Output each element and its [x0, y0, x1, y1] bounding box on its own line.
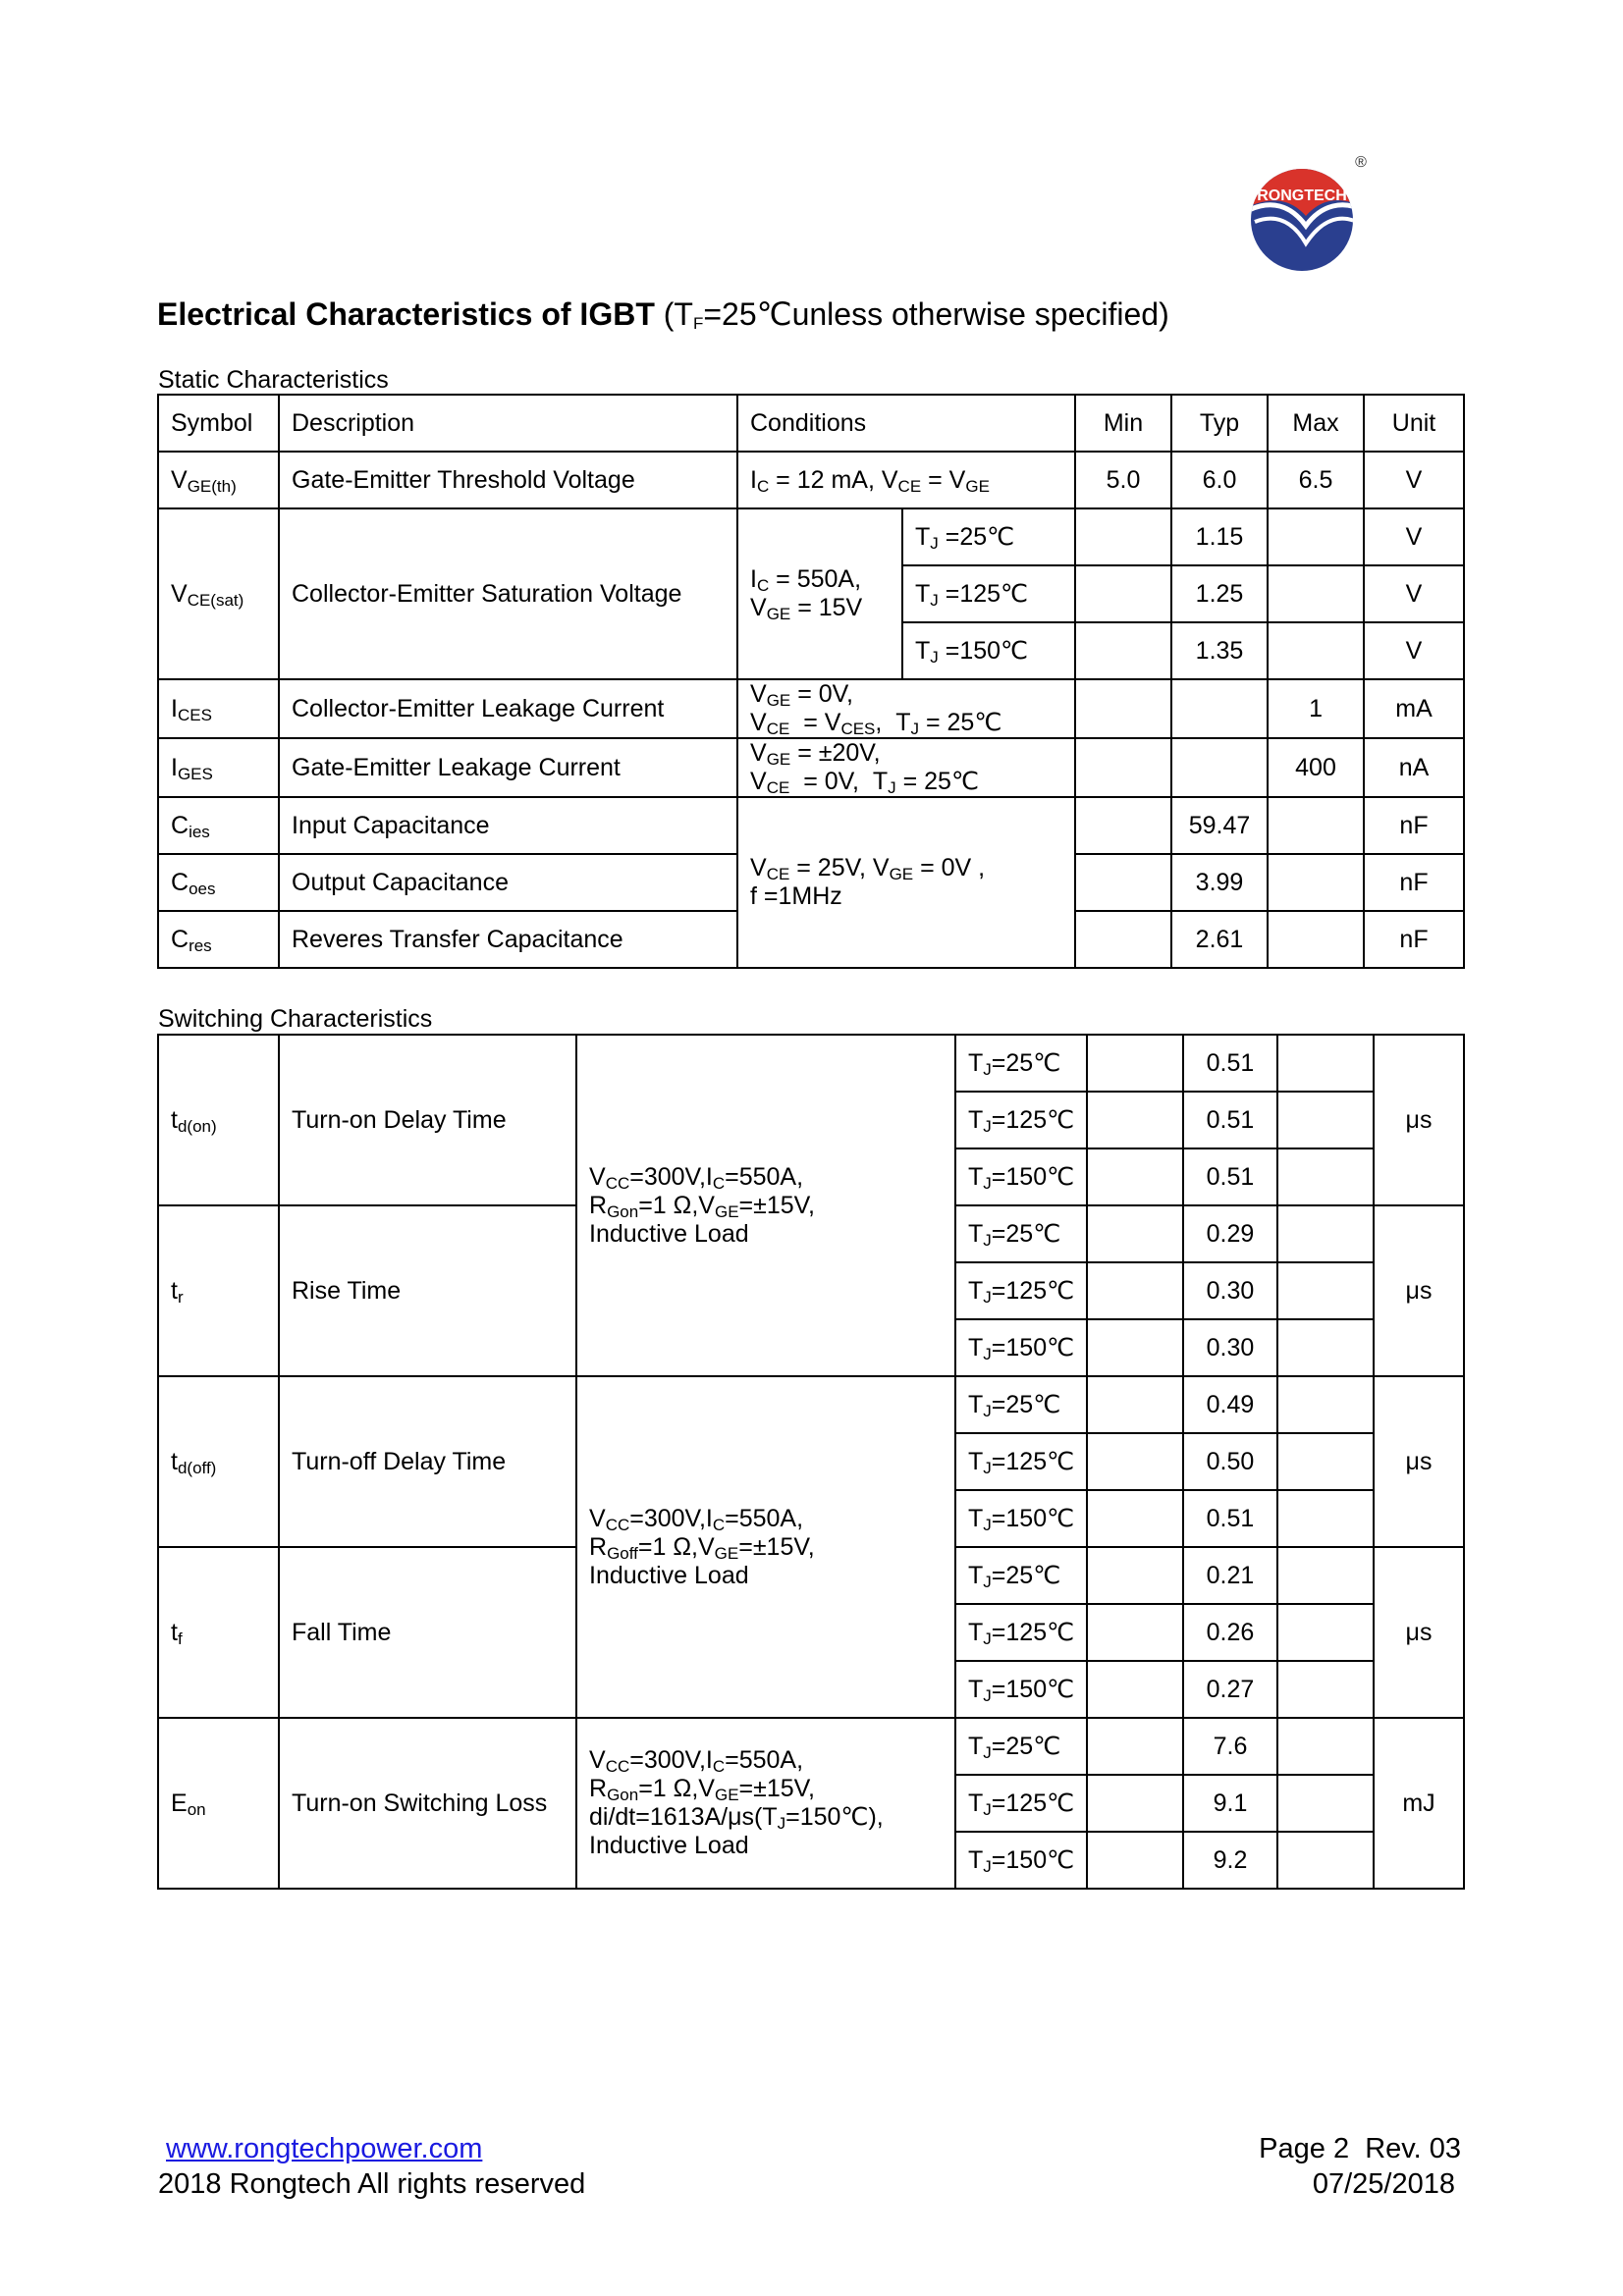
- typ-value: 0.26: [1183, 1604, 1277, 1661]
- min-value: [1075, 854, 1171, 911]
- typ-value: 0.50: [1183, 1433, 1277, 1490]
- max-value: [1277, 1661, 1374, 1718]
- tj-condition: $T_J=125℃$: [955, 1262, 1087, 1319]
- description: Collector-Emitter Leakage Current: [279, 679, 737, 738]
- description: Rise Time: [279, 1205, 576, 1376]
- min-value: [1075, 622, 1171, 679]
- typ-value: 0.51: [1183, 1148, 1277, 1205]
- unit: V: [1364, 452, 1464, 508]
- max-value: [1268, 797, 1364, 854]
- unit: mJ: [1374, 1718, 1464, 1889]
- tj-condition: $T_J=150℃$: [955, 1148, 1087, 1205]
- max-value: [1277, 1092, 1374, 1148]
- typ-value: 0.51: [1183, 1035, 1277, 1092]
- typ-value: 3.99: [1171, 854, 1268, 911]
- tj-condition: $T_J=125℃$: [955, 1604, 1087, 1661]
- max-value: [1268, 911, 1364, 968]
- min-value: [1087, 1547, 1183, 1604]
- typ-value: 2.61: [1171, 911, 1268, 968]
- switching-characteristics-table: [157, 1034, 1465, 1890]
- typ-value: 0.30: [1183, 1262, 1277, 1319]
- unit: μs: [1374, 1547, 1464, 1718]
- description: Output Capacitance: [279, 854, 737, 911]
- table-row: [158, 738, 1464, 797]
- min-value: [1087, 1718, 1183, 1775]
- min-value: [1075, 738, 1171, 797]
- typ-value: [1171, 679, 1268, 738]
- tj-condition: $T_J=25℃$: [955, 1718, 1087, 1775]
- symbol-ices: $I_{CES}$: [158, 679, 279, 738]
- max-value: [1277, 1775, 1374, 1832]
- typ-value: 0.27: [1183, 1661, 1277, 1718]
- min-value: [1087, 1035, 1183, 1092]
- header-unit: Unit: [1364, 395, 1464, 452]
- registered-mark: ®: [1355, 154, 1367, 171]
- max-value: [1277, 1148, 1374, 1205]
- typ-value: 1.25: [1171, 565, 1268, 622]
- max-value: [1277, 1832, 1374, 1889]
- description: Turn-off Delay Time: [279, 1376, 576, 1547]
- min-value: [1087, 1661, 1183, 1718]
- rongtech-logo: [1245, 149, 1371, 273]
- max-value: [1277, 1547, 1374, 1604]
- typ-value: [1171, 738, 1268, 797]
- max-value: 6.5: [1268, 452, 1364, 508]
- unit: nF: [1364, 797, 1464, 854]
- tj-condition: $T_J=150℃$: [955, 1832, 1087, 1889]
- max-value: [1277, 1604, 1374, 1661]
- min-value: [1087, 1262, 1183, 1319]
- footer-page: Page 2 Rev. 03: [1259, 2133, 1461, 2164]
- typ-value: 1.15: [1171, 508, 1268, 565]
- static-section-label: Static Characteristics: [158, 366, 389, 394]
- max-value: [1277, 1376, 1374, 1433]
- tj-condition: $T_J=25℃$: [955, 1035, 1087, 1092]
- symbol-tf: $t_f$: [158, 1547, 279, 1718]
- symbol-tr: $t_r$: [158, 1205, 279, 1376]
- min-value: [1087, 1376, 1183, 1433]
- max-value: [1268, 622, 1364, 679]
- header-max: Max: [1268, 395, 1364, 452]
- tj-condition: $T_J=25℃$: [955, 1205, 1087, 1262]
- unit: V: [1364, 508, 1464, 565]
- table-row: [158, 797, 1464, 854]
- typ-value: 0.30: [1183, 1319, 1277, 1376]
- symbol-eon: $E_{on}$: [158, 1718, 279, 1889]
- min-value: [1087, 1832, 1183, 1889]
- unit: V: [1364, 622, 1464, 679]
- tj-condition: $T_J=150℃$: [955, 1661, 1087, 1718]
- tj-condition: $T_J$ =25℃: [902, 508, 1075, 565]
- max-value: [1277, 1262, 1374, 1319]
- description: Turn-on Switching Loss: [279, 1718, 576, 1889]
- max-value: [1268, 854, 1364, 911]
- table-row: [158, 679, 1464, 738]
- typ-value: 0.29: [1183, 1205, 1277, 1262]
- min-value: [1075, 911, 1171, 968]
- tj-condition: $T_J$ =150℃: [902, 622, 1075, 679]
- min-value: [1087, 1148, 1183, 1205]
- header-min: Min: [1075, 395, 1171, 452]
- table-row: [158, 1035, 1464, 1092]
- symbol-coes: $C_{oes}$: [158, 854, 279, 911]
- typ-value: 0.21: [1183, 1547, 1277, 1604]
- conditions-turn-off: $V_{CC}=300V,I_C=550A$, $R_{Goff}=1$ $\Omega,V_{GE}=\pm 15V$, Inductive Load: [576, 1376, 955, 1718]
- conditions: $V_{CE} = 25V$, $V_{GE} = 0V$ , f =1MHz: [737, 797, 1075, 968]
- table-row: [158, 452, 1464, 508]
- max-value: 1: [1268, 679, 1364, 738]
- min-value: [1087, 1092, 1183, 1148]
- max-value: [1277, 1490, 1374, 1547]
- tj-condition: $T_J=150℃$: [955, 1319, 1087, 1376]
- min-value: [1075, 797, 1171, 854]
- conditions: $I_C = 12$ mA, $V_{CE} = V_{GE}$: [737, 452, 1075, 508]
- unit: nA: [1364, 738, 1464, 797]
- unit: μs: [1374, 1035, 1464, 1205]
- unit: μs: [1374, 1205, 1464, 1376]
- symbol-td-off: $t_{d(off)}$: [158, 1376, 279, 1547]
- typ-value: 7.6: [1183, 1718, 1277, 1775]
- symbol-iges: $I_{GES}$: [158, 738, 279, 797]
- tj-condition: $T_J=150℃$: [955, 1490, 1087, 1547]
- website-link[interactable]: www.rongtechpower.com: [166, 2133, 483, 2164]
- description: Collector-Emitter Saturation Voltage: [279, 508, 737, 679]
- tj-condition: $T_J=125℃$: [955, 1775, 1087, 1832]
- conditions-eon: $V_{CC}=300V,I_C=550A$, $R_{Gon}=1$ $\Omega,V_{GE}=\pm 15V$, $di/dt=1613A/\mu s(T_J=150℃)$, Inductive Load: [576, 1718, 955, 1889]
- unit: V: [1364, 565, 1464, 622]
- header-conditions: Conditions: [737, 395, 1075, 452]
- title-bold: Electrical Characteristics of IGBT: [157, 296, 655, 332]
- symbol-vce-sat: $V_{CE(sat)}$: [158, 508, 279, 679]
- logo-text: RONGTECH: [1257, 187, 1347, 204]
- min-value: [1075, 565, 1171, 622]
- max-value: [1277, 1205, 1374, 1262]
- symbol-vge-th: $V_{GE(th)}$: [158, 452, 279, 508]
- min-value: [1087, 1490, 1183, 1547]
- typ-value: 6.0: [1171, 452, 1268, 508]
- min-value: [1075, 679, 1171, 738]
- description: Gate-Emitter Leakage Current: [279, 738, 737, 797]
- typ-value: 59.47: [1171, 797, 1268, 854]
- table-header-row: [158, 395, 1464, 452]
- symbol-cies: $C_{ies}$: [158, 797, 279, 854]
- unit: nF: [1364, 911, 1464, 968]
- description: Input Capacitance: [279, 797, 737, 854]
- min-value: [1075, 508, 1171, 565]
- switching-section-label: Switching Characteristics: [158, 1005, 433, 1033]
- max-value: [1277, 1319, 1374, 1376]
- min-value: 5.0: [1075, 452, 1171, 508]
- header-typ: Typ: [1171, 395, 1268, 452]
- conditions: $I_C = 550A$, $V_{GE} = 15V$: [737, 508, 902, 679]
- typ-value: 1.35: [1171, 622, 1268, 679]
- typ-value: 9.1: [1183, 1775, 1277, 1832]
- header-description: Description: [279, 395, 737, 452]
- tj-condition: $T_J$ =125℃: [902, 565, 1075, 622]
- unit: μs: [1374, 1376, 1464, 1547]
- tj-condition: $T_J=125℃$: [955, 1433, 1087, 1490]
- min-value: [1087, 1433, 1183, 1490]
- footer-date: 07/25/2018: [1312, 2168, 1455, 2200]
- conditions: $V_{GE} = \pm 20V$, $V_{CE} = 0V$, $T_J$ = 25℃: [737, 738, 1075, 797]
- table-row: [158, 508, 1464, 565]
- description: Reveres Transfer Capacitance: [279, 911, 737, 968]
- footer-copyright: 2018 Rongtech All rights reserved: [158, 2168, 586, 2200]
- typ-value: 0.49: [1183, 1376, 1277, 1433]
- table-row: [158, 1718, 1464, 1775]
- footer-website[interactable]: [166, 2132, 482, 2165]
- min-value: [1087, 1205, 1183, 1262]
- max-value: [1277, 1718, 1374, 1775]
- header-symbol: Symbol: [158, 395, 279, 452]
- description: Fall Time: [279, 1547, 576, 1718]
- unit: mA: [1364, 679, 1464, 738]
- typ-value: 9.2: [1183, 1832, 1277, 1889]
- max-value: [1277, 1433, 1374, 1490]
- title-spec: ($T_F=25℃unless$ otherwise specified): [663, 296, 1169, 333]
- table-row: [158, 1376, 1464, 1433]
- tj-condition: $T_J=25℃$: [955, 1547, 1087, 1604]
- min-value: [1087, 1775, 1183, 1832]
- symbol-td-on: $t_{d(on)}$: [158, 1035, 279, 1205]
- symbol-cres: $C_{res}$: [158, 911, 279, 968]
- max-value: [1277, 1035, 1374, 1092]
- max-value: [1268, 508, 1364, 565]
- conditions-turn-on: $V_{CC}=300V,I_C=550A$, $R_{Gon}=1$ $\Omega,V_{GE}=\pm 15V$, Inductive Load: [576, 1035, 955, 1376]
- max-value: 400: [1268, 738, 1364, 797]
- description: Turn-on Delay Time: [279, 1035, 576, 1205]
- description: Gate-Emitter Threshold Voltage: [279, 452, 737, 508]
- conditions: $V_{GE} = 0V$, $V_{CE} = V_{CES}$, $T_J$ = 25℃: [737, 679, 1075, 738]
- typ-value: 0.51: [1183, 1092, 1277, 1148]
- unit: nF: [1364, 854, 1464, 911]
- tj-condition: $T_J=25℃$: [955, 1376, 1087, 1433]
- page-title: [157, 294, 1169, 334]
- min-value: [1087, 1604, 1183, 1661]
- min-value: [1087, 1319, 1183, 1376]
- static-characteristics-table: [157, 394, 1465, 969]
- tj-condition: $T_J=125℃$: [955, 1092, 1087, 1148]
- typ-value: 0.51: [1183, 1490, 1277, 1547]
- max-value: [1268, 565, 1364, 622]
